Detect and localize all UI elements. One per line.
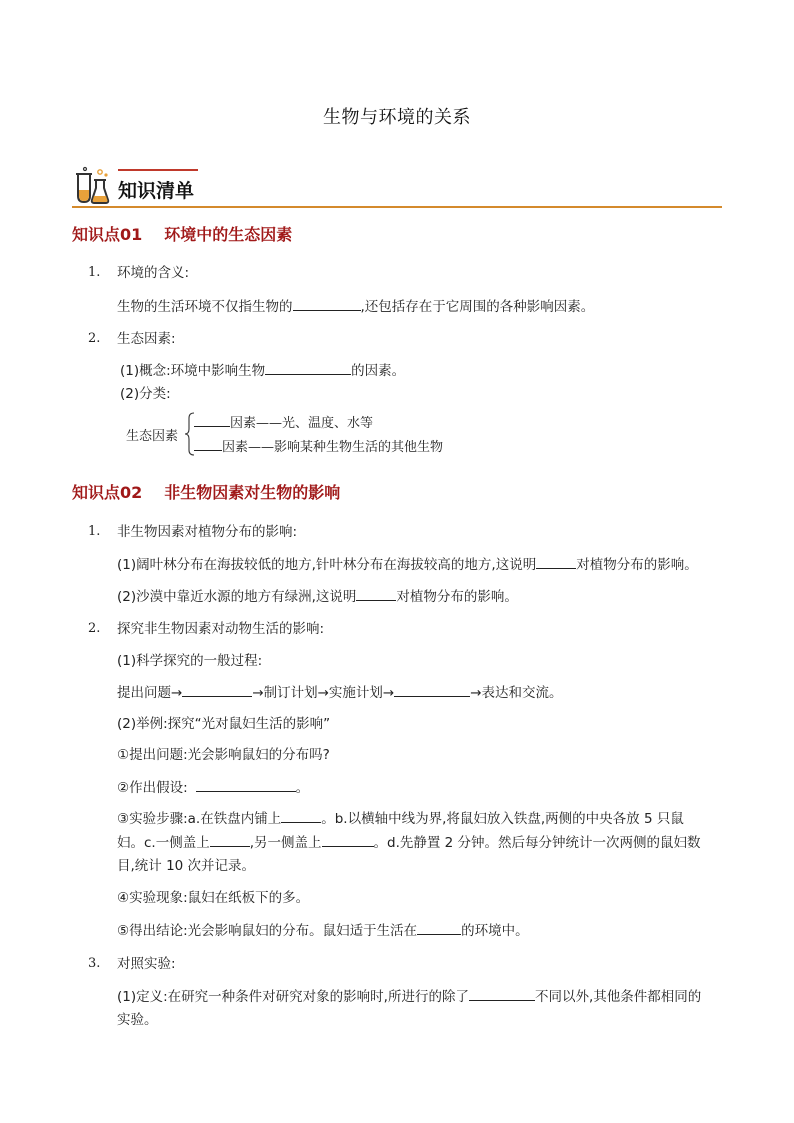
brace-label: 生态因素 [126,429,179,444]
text-segment: 的因素。 [351,363,406,379]
text-segment: (1)阔叶林分布在海拔较低的地方,针叶林分布在海拔较高的地方,这说明 [117,557,537,573]
fill-blank [210,832,250,847]
kp-title: 非生物因素对生物的影响 [164,483,341,502]
text-segment: 。 [295,780,310,796]
item-number: 3. [88,956,101,971]
process-flow [117,682,563,703]
section-title: 知识清单 [118,180,195,202]
fill-blank [194,412,230,427]
text-segment: 。d.先静置 2 分钟。然后每分钟统计一次两侧的鼠妇数 [373,835,701,851]
text-segment: (2)沙漠中靠近水源的地方有绿洲,这说明 [117,589,357,605]
text-segment: 不同以外,其他条件都相同的 [534,989,702,1005]
fill-blank [265,360,351,375]
item-number: 2. [88,331,101,346]
text-segment: (1)概念:环境中影响生物 [120,363,266,379]
fill-blank [194,436,222,451]
kp-number: 知识点02 [72,483,143,502]
fill-blank [356,586,396,601]
text-segment: ,另一侧盖上 [249,835,322,851]
text-segment: →表达和交流。 [470,685,563,701]
fill-blank [322,832,374,847]
item-number: 1. [88,265,101,280]
fill-blank [536,554,576,569]
kp-title: 环境中的生态因素 [164,225,293,244]
text-segment: ②作出假设: [117,780,188,796]
step-procedure-line3: 目,统计 10 次并记录。 [117,858,256,874]
text-segment: ③实验步骤:a.在铁盘内铺上 [117,811,282,827]
control-definition-line2: 实验。 [117,1012,158,1028]
section-top-rule [118,169,198,171]
item-heading: 非生物因素对植物分布的影响: [117,524,298,540]
knowledge-point-02-heading [72,480,340,503]
text-segment: (1)定义:在研究一种条件对研究对象的影响时,所进行的除了 [117,989,469,1005]
text-segment: 因素——影响某种生物生活的其他生物 [222,440,444,455]
fill-blank [182,682,252,697]
text-segment: 对植物分布的影响。 [576,557,698,573]
step-procedure-line2 [117,832,701,853]
text-segment: 因素——光、温度、水等 [230,416,374,431]
step-question: ①提出问题:光会影响鼠妇的分布吗? [117,747,330,763]
item-heading: 探究非生物因素对动物生活的影响: [117,621,325,637]
item-heading: 生态因素: [117,331,176,347]
fill-blank [293,296,361,311]
text-segment: 的环境中。 [461,923,529,939]
altitude-line [117,554,698,575]
concept-line [120,360,405,381]
section-header [72,164,722,210]
flask-icon [72,166,112,206]
brace-branch-biotic [194,436,443,455]
fill-blank [281,808,321,823]
text-segment: 对植物分布的影响。 [396,589,518,605]
text-segment: 。b.以横轴中线为界,将鼠妇放入铁盘,两侧的中央各放 5 只鼠 [321,811,684,827]
control-definition-line1 [117,986,701,1007]
environment-definition [117,296,594,317]
text-segment: ⑤得出结论:光会影响鼠妇的分布。鼠妇适于生活在 [117,923,418,939]
text-segment: 妇。c.一侧盖上 [117,835,210,851]
knowledge-point-01-heading [72,222,292,245]
item-number: 2. [88,621,101,636]
step-conclusion [117,920,529,941]
kp-number: 知识点01 [72,225,143,244]
fill-blank [394,682,470,697]
process-heading: (1)科学探究的一般过程: [117,653,263,669]
example-heading: (2)举例:探究“光对鼠妇生活的影响” [117,716,331,732]
text-segment: 提出问题→ [117,685,183,701]
item-number: 1. [88,524,101,539]
step-hypothesis [117,777,309,798]
fill-blank [417,920,461,935]
section-divider [72,206,722,208]
step-procedure-line1 [117,808,684,829]
item-heading: 环境的含义: [117,265,190,281]
item-heading: 对照实验: [117,956,176,972]
text-segment: →制订计划→实施计划→ [252,685,395,701]
page-title: 生物与环境的关系 [323,107,471,128]
fill-blank [469,986,535,1001]
desert-line [117,586,518,607]
text-segment: 生物的生活环境不仅指生物的 [117,299,293,315]
classify-line: (2)分类: [120,386,171,402]
text-segment: ,还包括存在于它周围的各种影响因素。 [360,299,595,315]
brace-branch-abiotic [194,412,373,431]
fill-blank [196,777,296,792]
step-observation: ④实验现象:鼠妇在纸板下的多。 [117,890,310,906]
